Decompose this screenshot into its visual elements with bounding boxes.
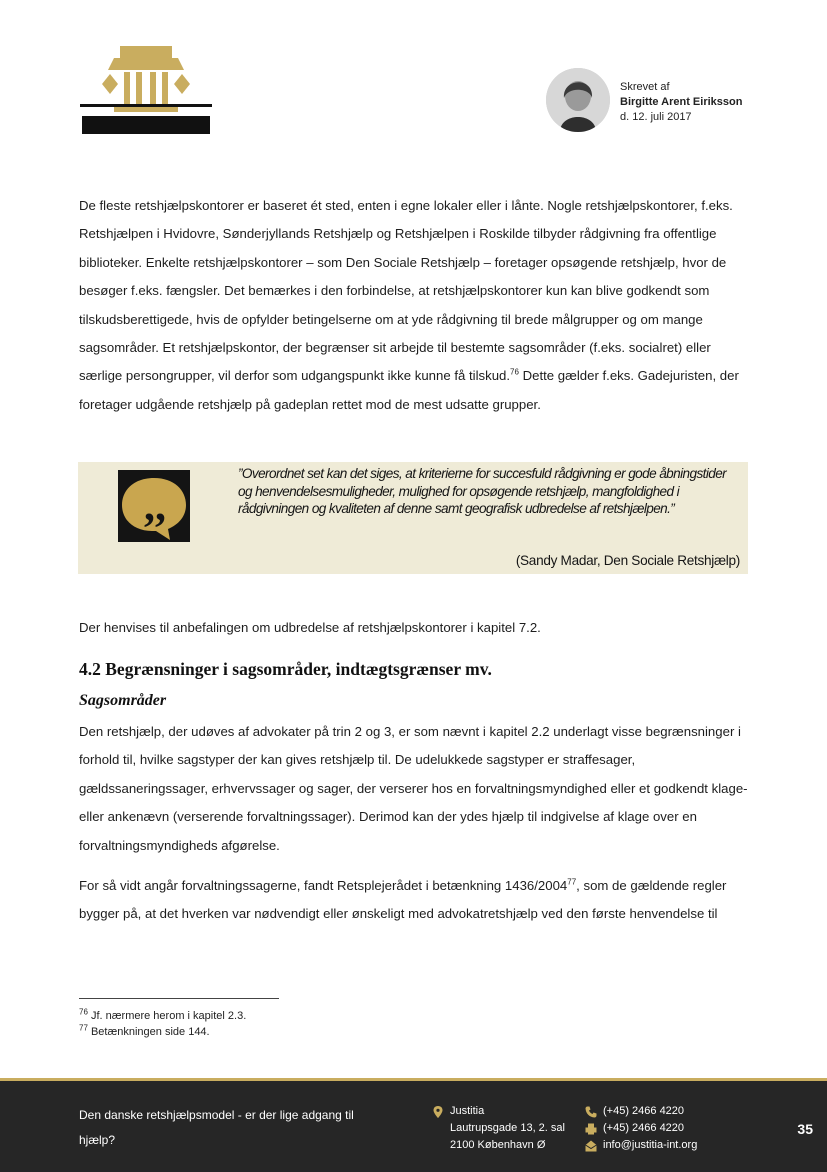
author-photo xyxy=(546,68,610,132)
speech-bubble-quote-icon xyxy=(118,470,190,542)
footnote-ref-76[interactable]: 76 xyxy=(510,368,519,378)
svg-text:,,: ,, xyxy=(144,481,166,530)
footnote-76: $^{76}$ Jf. nærmere herom i kapitel 2.3. xyxy=(79,1007,247,1022)
body-paragraph-2: Der henvises til anbefalingen om udbredelse af retshjælpskontorer i kapitel 7.2. xyxy=(79,620,541,635)
quote-text: ”Overordnet set kan det siges, at kriterierne for succesfuld rådgivning er gode åbningstider og henvendelsesmuligheder, mulighed for opsøgende retshjælp, mangfoldighed i rådgivningen og kvaliteten af denne samt geografisk udbredelse af retshjælpen.” xyxy=(238,466,727,516)
email-icon xyxy=(585,1140,597,1152)
author-date: d. 12. juli 2017 xyxy=(620,111,692,123)
section-heading: 4.2 Begrænsninger i sagsområder, indtægtsgrænser mv. xyxy=(79,659,492,679)
footnote-ref-77[interactable]: 77 xyxy=(567,877,577,887)
body-paragraph-1: De fleste retshjælpskontorer er baseret ét sted, enten i egne lokaler eller i lånte. Nogle retshjælpskontorer, f.eks. Retshjælpen i Hvidovre, Sønderjyllands Retshjælp og Retshjælpen i Roskilde tilbyder rådgivning fra offentlige biblioteker. Enkelte retshjælpskontorer – som Den Sociale Retshjælp – foretager opsøgende retshjælp, hvor de besøger f.eks. fængsler. Det bemærkes i den forbindelse, at retshjælpskontorer kun kan blive godkendt som tilskudsberettigede, hvis de opfylder betingelserne om at yde rådgivning til brede målgrupper og om mange sagsområder. Et retshjælpskontor, der begrænser sit arbejde til bestemte sagsområder (f.eks. socialret) eller særlige persongrupper, vil derfor som udgangspunkt ikke kunne få tilskud.$^{76}$ Dette gælder f.eks. Gadejuristen, der foretager udgående retshjælp på gadeplan rettet mod de mest udsatte grupper. xyxy=(79,198,739,412)
quote-box xyxy=(78,462,748,574)
footer-fax[interactable]: (+45) 2466 4220 xyxy=(603,1122,685,1134)
footer-email[interactable]: info@justitia-int.org xyxy=(603,1139,698,1151)
footer-street: Lautrupsgade 13, 2. sal xyxy=(450,1122,565,1134)
body-paragraph-4: For så vidt angår forvaltningssagerne, fandt Retsplejerådet i betænkning 1436/2004$^{77}$, som de gældende regler bygger på, at det hverken var nødvendigt eller ønskeligt med advokatretshjælp ved den første henvendelse til xyxy=(79,877,727,922)
justitia-logo xyxy=(80,44,212,136)
quote-source: (Sandy Madar, Den Sociale Retshjælp) xyxy=(515,553,740,568)
author-label: Skrevet af xyxy=(620,81,670,93)
author-name: Birgitte Arent Eiriksson xyxy=(620,96,743,108)
footnotes xyxy=(79,1008,246,1040)
footer-contact xyxy=(585,1103,697,1154)
location-pin-icon xyxy=(432,1106,444,1118)
page-footer xyxy=(0,1078,827,1172)
fax-icon xyxy=(585,1123,597,1135)
footer-phone[interactable]: (+45) 2466 4220 xyxy=(603,1105,685,1117)
phone-icon xyxy=(585,1106,597,1118)
footnote-divider xyxy=(79,998,279,999)
author-block xyxy=(546,68,786,134)
body-paragraph-3: Den retshjælp, der udøves af advokater på trin 2 og 3, er som nævnt i kapitel 2.2 underlagt visse begrænsninger i forhold til, hvilke sagstyper der kan gives retshjælp til. De udelukkede sagstyper er straffesager, gældssaneringssager, erhvervssager og sager, der verserer hos en forvaltningsmyndighed eller et godkendt klage- eller ankenævn (verserende forvaltningssager). Derimod kan der ydes hjælp til indgivelse af klage over en forvaltningsmyndigheds afgørelse. xyxy=(79,724,748,853)
footer-city: 2100 København Ø xyxy=(450,1139,546,1151)
footer-address xyxy=(432,1103,565,1154)
subsection-heading: Sagsområder xyxy=(79,692,167,709)
footer-org: Justitia xyxy=(450,1105,485,1117)
page-number: 35 xyxy=(797,1121,813,1137)
footnote-77: $^{77}$ Betænkningen side 144. xyxy=(79,1023,210,1038)
footer-title: Den danske retshjælpsmodel - er der lige adgang til hjælp? xyxy=(79,1108,354,1147)
